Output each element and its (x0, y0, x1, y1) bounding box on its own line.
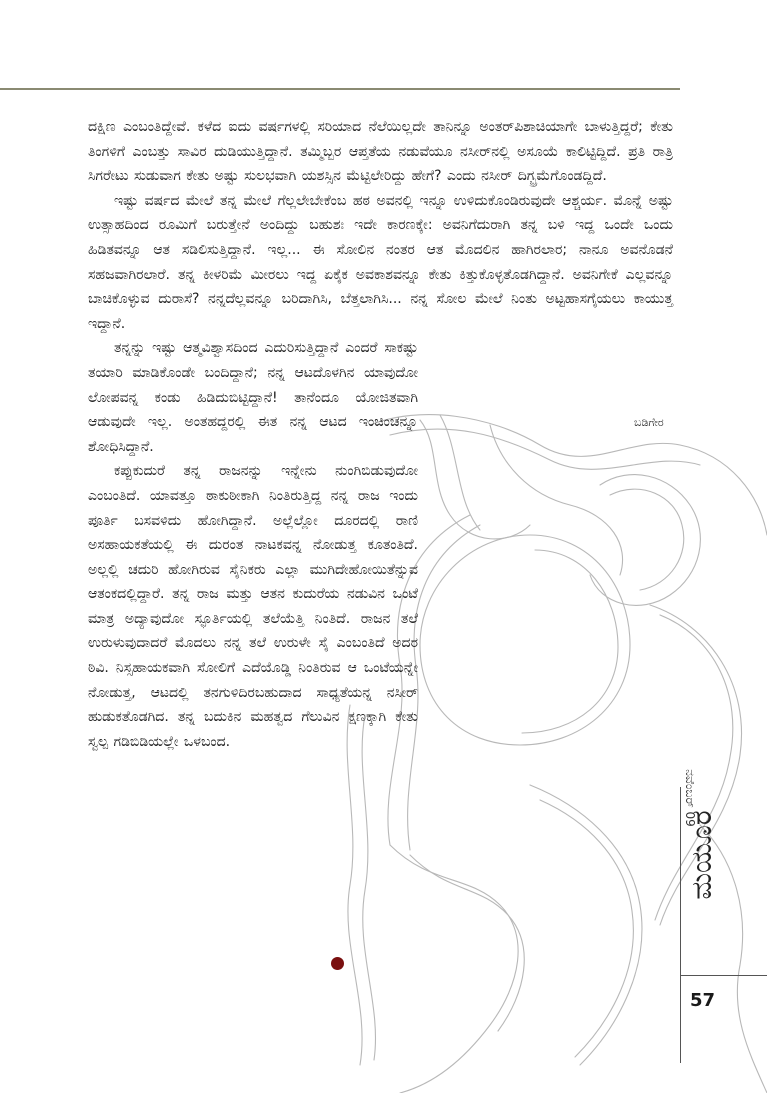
paragraph-1: ದಕ್ಷಿಣ ಎಂಬಂತಿದ್ದೇವೆ. ಕಳೆದ ಐದು ವರ್ಷಗಳಲ್ಲಿ ಸರಿಯಾದ ನೆಲೆಯಿಲ್ಲದೇ ತಾನಿನ್ನೂ ಅಂತರ್‌ಪಿಶಾಚಿಯಾಗೇ ಬಾಳುತ್ತಿದ್ದರೆ; ಕೇತು ತಿಂಗಳಿಗೆ ಎಂಬತ್ತು ಸಾವಿರ ದುಡಿಯುತ್ತಿದ್ದಾನೆ. ತಮ್ಮಿಬ್ಬರ ಆಪ್ತತೆಯ ನಡುವೆಯೂ ನಸೀರ್‌ನಲ್ಲಿ ಅಸೂಯೆ ಕಾಲಿಟ್ಟಿದ್ದಿದೆ. ಪ್ರತಿ ರಾತ್ರಿ ಸಿಗರೇಟು ಸುಡುವಾಗ ಕೇತು ಅಷ್ಟು ಸುಲಭವಾಗಿ ಯಶಸ್ಸಿನ ಮೆಟ್ಟಿಲೇರಿದ್ದು ಹೇಗೆ? ಎಂದು ನಸೀರ್ ದಿಗ್ಭ್ರಮೆಗೊಂಡದ್ದಿದೆ. (88, 119, 673, 185)
footer-rule (680, 975, 767, 976)
illustration-credit: ಬಡಿಗೇರ (634, 416, 664, 429)
paragraph-2: ಇಷ್ಟು ವರ್ಷದ ಮೇಲೆ ತನ್ನ ಮೇಲೆ ಗೆಲ್ಲಲೇಬೇಕೆಂಬ ಹಠ ಅವನಲ್ಲಿ ಇನ್ನೂ ಉಳಿದುಕೊಂಡಿರುವುದೇ ಆಶ್ಚರ್ಯ. ಮೊನ್ನೆ ಅಷ್ಟು ಉತ್ಸಾಹದಿಂದ ರೂಮಿಗೆ ಬರುತ್ತೇನೆ ಅಂದಿದ್ದು ಬಹುಶಃ ಇದೇ ಕಾರಣಕ್ಕೇ: ಅವನಿಗೆದುರಾಗಿ ತನ್ನ ಬಳಿ ಇದ್ದ ಒಂದೇ ಒಂದು ಹಿಡಿತವನ್ನೂ ಆತ ಸಡಿಲಿಸುತ್ತಿದ್ದಾನೆ. ಇಲ್ಲ... ಈ ಸೋಲಿನ ನಂತರ ಆತ ಮೊದಲಿನ ಹಾಗಿರಲಾರ; ನಾನೂ ಅವನೊಡನೆ ಸಹಜವಾಗಿರಲಾರೆ. ತನ್ನ ಕೀಳರಿಮೆ ಮೀರಲು ಇದ್ದ ಏಕೈಕ ಅವಕಾಶವನ್ನೂ ಕೇತು ಕಿತ್ತುಕೊಳ್ಳತೊಡಗಿದ್ದಾನೆ. ಅವನಿಗೇಕೆ ಎಲ್ಲವನ್ನೂ ಬಾಚಿಕೊಳ್ಳುವ ದುರಾಸೆ? ನನ್ನದೆಲ್ಲವನ್ನೂ ಬರಿದಾಗಿಸಿ, ಬೆತ್ತಲಾಗಿಸಿ... ನನ್ನ ಸೋಲ ಮೇಲೆ ನಿಂತು ಅಟ್ಟಹಾಸಗೈಯಲು ಕಾಯುತ್ತ ಇದ್ದಾನೆ. (88, 192, 673, 332)
article-body (88, 115, 673, 754)
header-rule (0, 88, 680, 90)
magazine-name: ಮಯೂರ (685, 810, 718, 900)
paragraph-4: ಕಪ್ಪುಕುದುರೆ ತನ್ನ ರಾಜನನ್ನು ಇನ್ನೇನು ನುಂಗಿಬಿಡುವುದೋ ಎಂಬಂತಿದೆ. ಯಾವತ್ತೂ ಠಾಕುಠೀಕಾಗಿ ನಿಂತಿರುತ್ತಿದ್ದ ನನ್ನ ರಾಜ ಇಂದು ಪೂರ್ತಿ ಬಸವಳಿದು ಹೋಗಿದ್ದಾನೆ. ಅಲ್ಲೆಲ್ಲೋ ದೂರದಲ್ಲಿ ರಾಣಿ ಅಸಹಾಯಕತೆಯಲ್ಲಿ ಈ ದುರಂತ ನಾಟಕವನ್ನ ನೋಡುತ್ತ ಕೂತಂತಿದೆ. ಅಲ್ಲಲ್ಲಿ ಚದುರಿ ಹೋಗಿರುವ ಸೈನಿಕರು ಎಲ್ಲಾ ಮುಗಿದೇಹೋಯಿತೆನ್ನುವ ಆತಂಕದಲ್ಲಿದ್ದಾರೆ. ತನ್ನ ರಾಜ ಮತ್ತು ಆತನ ಕುದುರೆಯ ನಡುವಿನ ಒಂಟೆ ಮಾತ್ರ ಅದ್ಯಾವುದೋ ಸ್ಫೂರ್ತಿಯಲ್ಲಿ ತಲೆಯೆತ್ತಿ ನಿಂತಿದೆ. ರಾಜನ ತಲೆ ಉರುಳುವುದಾದರೆ ಮೊದಲು ನನ್ನ ತಲೆ ಉರುಳೇ ಸೈ ಎಂಬಂತಿದೆ ಅದರ ಠಿವಿ. ನಿಸ್ಸಹಾಯಕವಾಗಿ ಸೋಲಿಗೆ ಎದೆಯೊಡ್ಡಿ ನಿಂತಿರುವ ಆ ಒಂಟೆಯನ್ನೇ ನೋಡುತ್ತ, ಆಟದಲ್ಲಿ ತನಗುಳಿದಿರಬಹುದಾದ ಸಾಧ್ಯತೆಯನ್ನ ನಸೀರ್ ಹುಡುಕತೊಡಗಿದ. ತನ್ನ ಬದುಕಿನ ಮಹತ್ವದ ಗೆಲುವಿನ ಕ್ಷಣಕ್ಕಾಗಿ ಕೇತು ಸ್ವಲ್ಪ ಗಡಿಬಿಡಿಯಲ್ಲೇ ಒಳಬಂದ. (88, 463, 418, 750)
paragraph-3: ತನ್ನನ್ನು ಇಷ್ಟು ಆತ್ಮವಿಶ್ವಾಸದಿಂದ ಎದುರಿಸುತ್ತಿದ್ದಾನೆ ಎಂದರೆ ಸಾಕಷ್ಟು ತಯಾರಿ ಮಾಡಿಕೊಂಡೇ ಬಂದಿದ್ದಾನೆ; ನನ್ನ ಆಟದೊಳಗಿನ ಯಾವುದೋ ಲೋಪವನ್ನ ಕಂಡು ಹಿಡಿದುಬಿಟ್ಟಿದ್ದಾನೆ! ತಾನೆಂದೂ ಯೋಜಿತವಾಗಿ ಆಡುವುದೇ ಇಲ್ಲ. ಅಂತಹದ್ದರಲ್ಲಿ ಈತ ನನ್ನ ಆಟದ ಇಂಚಿಂಚನ್ನೂ ಶೋಧಿಸಿದ್ದಾನೆ. (88, 340, 418, 455)
page-number: 57 (690, 990, 716, 1011)
end-mark-dot (331, 957, 344, 970)
issue-date: ನವೆಂಬರ್ 09 (683, 769, 697, 827)
